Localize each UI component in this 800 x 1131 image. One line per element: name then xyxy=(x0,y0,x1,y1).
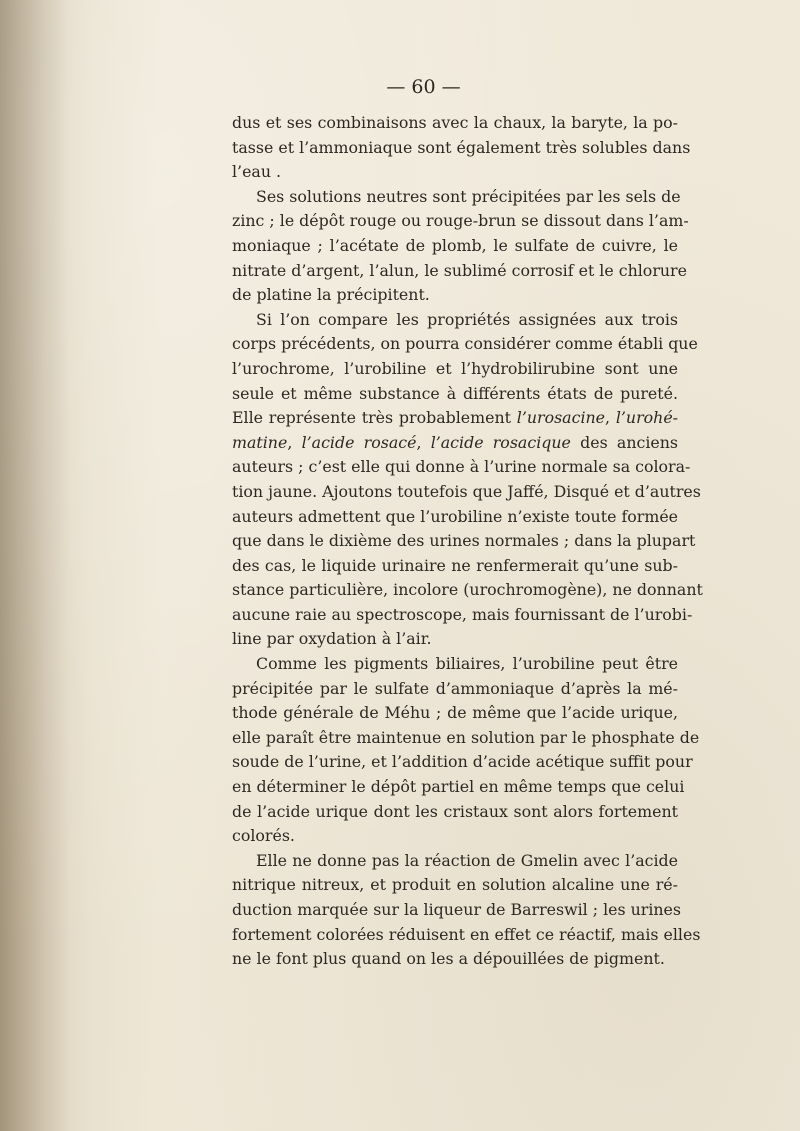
paragraph-start-line: Comme les pigments biliaires, l’urobiline peut être xyxy=(256,654,678,674)
text-line: de l’acide urique dont les cristaux sont alors fortement xyxy=(232,801,678,821)
text-line xyxy=(232,406,678,431)
paragraph-start-line: Ses solutions neutres sont précipitées par les sels de xyxy=(256,186,681,206)
italic-term: l’acide rosacé xyxy=(301,432,417,452)
text-line: stance particulière, incolore (urochromogène), ne donnant xyxy=(232,580,703,600)
text-line: line par oxydation à l’air. xyxy=(232,629,432,649)
page-edge-shadow xyxy=(0,0,70,1131)
text-line xyxy=(232,431,678,456)
text-run: , xyxy=(605,408,616,428)
body-text xyxy=(232,111,703,972)
italic-term: matine xyxy=(232,432,288,452)
text-line: auteurs admettent que l’urobiline n’existe toute formée xyxy=(232,506,679,526)
text-line: des cas, le liquide urinaire ne renfermerait qu’une sub- xyxy=(232,555,678,575)
text-line: tion jaune. Ajoutons toutefois que Jaffé, Disqué et d’autres xyxy=(232,481,701,501)
text-line: l’eau . xyxy=(232,162,282,182)
text-line: de platine la précipitent. xyxy=(232,285,430,305)
text-line: auteurs ; c’est elle qui donne à l’urine normale sa colora- xyxy=(232,457,691,477)
text-line: soude de l’urine, et l’addition d’acide acétique suffit pour xyxy=(232,752,693,772)
text-line: thode générale de Méhu ; de même que l’acide urique, xyxy=(232,703,678,723)
text-line: précipitée par le sulfate d’ammoniaque d’après la mé- xyxy=(232,678,678,698)
text-line: colorés. xyxy=(232,826,295,846)
text-run: , xyxy=(287,432,302,452)
page-number: — 60 — xyxy=(386,76,461,98)
text-line: aucune raie au spectroscope, mais fournissant de l’urobi- xyxy=(232,604,693,624)
text-line: en déterminer le dépôt partiel en même temps que celui xyxy=(232,777,685,797)
text-line: ne le font plus quand on les a dépouillées de pigment. xyxy=(232,949,665,969)
text-run: des anciens xyxy=(570,432,679,452)
text-line: tasse et l’ammoniaque sont également très solubles dans xyxy=(232,137,691,157)
italic-term: l’acide rosacique xyxy=(430,432,571,452)
italic-term: l’urosacine xyxy=(516,408,606,428)
text-run: Elle représente très probablement xyxy=(232,408,517,428)
text-line: duction marquée sur la liqueur de Barreswil ; les urines xyxy=(232,900,682,919)
text-line: nitrique nitreux, et produit en solution alcaline une ré- xyxy=(232,875,678,895)
text-line: seule et même substance à différents états de pureté. xyxy=(232,383,678,403)
text-line: dus et ses combinaisons avec la chaux, la baryte, la po- xyxy=(232,113,678,132)
text-line: l’urochrome, l’urobiline et l’hydrobilirubine sont une xyxy=(232,358,678,378)
paragraph-start-line: Si l’on compare les propriétés assignées aux trois xyxy=(256,309,678,329)
text-run: , xyxy=(416,432,431,452)
text-line: fortement colorées réduisent en effet ce réactif, mais elles xyxy=(232,924,701,944)
text-line: corps précédents, on pourra considérer comme établi que xyxy=(232,334,698,354)
text-line: zinc ; le dépôt rouge ou rouge-brun se dissout dans l’am- xyxy=(232,211,689,231)
italic-term: l’urohé- xyxy=(615,408,679,428)
paragraph-start-line: Elle ne donne pas la réaction de Gmelin avec l’acide xyxy=(256,850,678,870)
text-line: moniaque ; l’acétate de plomb, le sulfate de cuivre, le xyxy=(232,235,678,255)
text-line: nitrate d’argent, l’alun, le sublimé corrosif et le chlorure xyxy=(232,260,687,280)
text-line: elle paraît être maintenue en solution par le phosphate de xyxy=(232,727,700,747)
text-line: que dans le dixième des urines normales ; dans la plupart xyxy=(232,531,696,551)
